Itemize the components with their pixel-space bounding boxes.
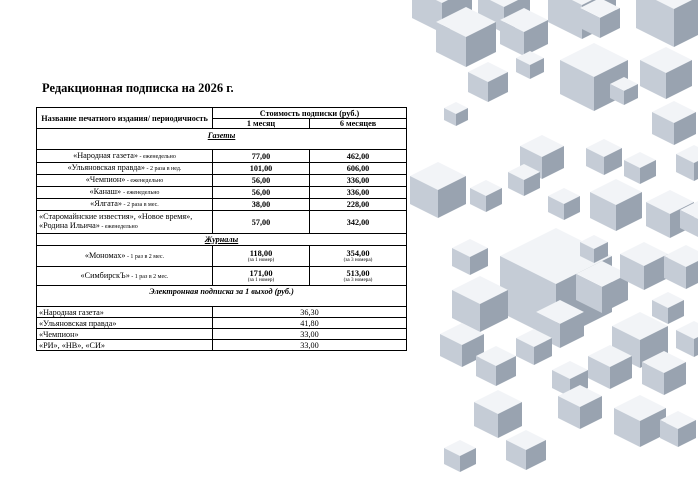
electronic-name: «Чемпион»	[37, 329, 213, 340]
newspaper-title: «Ульяновская правда»	[67, 163, 146, 172]
section-electronic: Электронная подписка за 1 выход (руб.)	[37, 286, 407, 307]
electronic-price: 41,80	[213, 318, 407, 329]
newspaper-name	[37, 150, 213, 163]
cube-face	[548, 0, 582, 39]
price-6-months: 336,00	[310, 175, 407, 187]
newspaper-name	[37, 211, 213, 234]
price-1-month: 77,00	[213, 150, 310, 163]
electronic-price: 33,00	[213, 329, 407, 340]
price-note: (за 3 номера)	[343, 256, 373, 263]
price-6-months: 342,00	[310, 211, 407, 234]
price-1-month: 56,00	[213, 175, 310, 187]
section-magazines: Журналы	[37, 234, 407, 246]
electronic-name: «РИ», «НВ», «СИ»	[37, 340, 213, 351]
magazine-row	[37, 267, 407, 286]
price-value: 118,00	[249, 248, 273, 258]
newspaper-row	[37, 150, 407, 163]
newspaper-name	[37, 187, 213, 199]
section-newspapers: Газеты	[37, 129, 407, 150]
newspaper-frequency: - еженедельно	[125, 178, 164, 184]
newspaper-name	[37, 163, 213, 175]
magazine-name	[37, 246, 213, 267]
newspaper-name	[37, 199, 213, 211]
electronic-row	[37, 340, 407, 351]
newspaper-row	[37, 175, 407, 187]
newspaper-frequency: - еженедельно	[99, 224, 138, 230]
price-3-issues	[310, 246, 407, 267]
price-6-months: 336,00	[310, 187, 407, 199]
electronic-row	[37, 329, 407, 340]
magazine-title: «Мономах»	[84, 250, 126, 260]
newspaper-frequency: - еженедельно	[138, 153, 176, 160]
price-1-issue	[213, 246, 310, 267]
electronic-row	[37, 318, 407, 329]
page-title: Редакционная подписка на 2026 г.	[42, 81, 234, 95]
price-value: 354,00	[346, 248, 370, 258]
price-note: (за 1 номер)	[247, 276, 275, 283]
magazine-row	[37, 246, 407, 267]
price-value: 513,00	[346, 268, 370, 278]
price-3-issues	[310, 267, 407, 286]
newspaper-row	[37, 163, 407, 175]
price-6-months: 228,00	[310, 199, 407, 211]
price-6-months: 462,00	[310, 150, 407, 163]
newspaper-frequency: - 2 раза в мес.	[122, 202, 159, 208]
newspaper-name	[37, 175, 213, 187]
header-1-month: 1 месяц	[213, 119, 310, 129]
price-1-month: 56,00	[213, 187, 310, 199]
newspaper-row	[37, 211, 407, 234]
price-6-months: 606,00	[310, 163, 407, 175]
magazine-frequency: - 1 раз в 2 мес.	[129, 273, 169, 280]
newspaper-frequency: - 2 раза в нед.	[145, 166, 182, 172]
price-1-month: 38,00	[213, 199, 310, 211]
newspaper-title: «Канаш»	[89, 187, 124, 196]
header-name-col: Название печатного издания/ периодичность	[37, 108, 213, 129]
cube-face	[636, 0, 674, 47]
price-1-month: 57,00	[213, 211, 310, 234]
magazine-name	[37, 267, 213, 286]
newspaper-frequency: - еженедельно	[123, 190, 160, 196]
electronic-price: 36,30	[213, 307, 407, 318]
subscription-table	[36, 107, 407, 351]
magazine-frequency: - 1 раз в 2 мес.	[125, 253, 165, 260]
magazine-title: «СимбирскЪ»	[80, 270, 130, 280]
newspapers-list	[37, 150, 407, 234]
magazines-list	[37, 246, 407, 286]
newspaper-title: «Народная газета»	[73, 150, 138, 160]
header-cost: Стоимость подписки (руб.)	[213, 108, 407, 119]
electronic-list	[37, 307, 407, 351]
price-note: (за 3 номера)	[343, 276, 373, 283]
newspaper-title: «Ялгата»	[90, 199, 122, 208]
newspaper-row	[37, 187, 407, 199]
electronic-name: «Народная газета»	[37, 307, 213, 318]
price-note: (за 1 номер)	[247, 256, 275, 263]
header-6-months: 6 месяцев	[310, 119, 407, 129]
electronic-price: 33,00	[213, 340, 407, 351]
price-1-month: 101,00	[213, 163, 310, 175]
newspaper-title: «Чемпион»	[85, 175, 126, 184]
newspaper-title: «Старомайнские известия», «Новое время», «Родина Ильича»	[39, 212, 193, 230]
electronic-row	[37, 307, 407, 318]
newspaper-row	[37, 199, 407, 211]
electronic-name: «Ульяновская правда»	[37, 318, 213, 329]
price-1-issue	[213, 267, 310, 286]
price-value: 171,00	[249, 268, 273, 278]
